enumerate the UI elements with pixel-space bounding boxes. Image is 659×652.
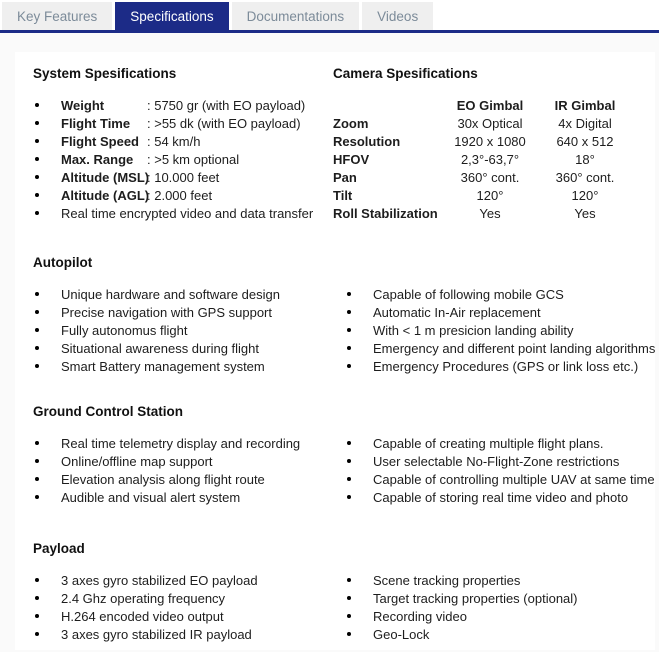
list-item-text: Emergency and different point landing algorithms — [373, 340, 656, 356]
bullet-icon — [347, 477, 351, 481]
payload-right-list — [333, 571, 645, 643]
list-item-text: Capable of following mobile GCS — [373, 286, 564, 302]
autopilot-section — [33, 255, 656, 375]
camera-specs-title: Camera Spesifications — [333, 66, 478, 81]
row-label: Roll Stabilization — [333, 205, 438, 221]
column-header-eo: EO Gimbal — [456, 97, 524, 113]
cell-value: 18° — [575, 151, 595, 167]
list-item — [33, 589, 333, 607]
bullet-icon — [35, 328, 39, 332]
payload-title: Payload — [33, 541, 85, 556]
bullet-icon — [35, 103, 39, 107]
list-item — [33, 452, 333, 470]
row-label: Pan — [333, 169, 357, 185]
bullet-icon — [35, 632, 39, 636]
list-item — [33, 285, 333, 303]
list-item-text: With < 1 m presicion landing ability — [373, 322, 574, 338]
tab-videos[interactable]: Videos — [362, 2, 433, 30]
gcs-lists — [33, 434, 655, 506]
system-specs-section — [33, 67, 333, 222]
bullet-icon — [347, 328, 351, 332]
list-item — [33, 204, 333, 222]
list-item-text: Capable of storing real time video and photo — [373, 489, 629, 505]
list-item — [33, 488, 333, 506]
cell-value: 640 x 512 — [556, 133, 614, 149]
camera-specs-section — [333, 67, 645, 222]
bullet-icon — [35, 614, 39, 618]
payload-left-list — [33, 571, 333, 643]
bullet-icon — [35, 364, 39, 368]
row-label: HFOV — [333, 151, 370, 167]
list-item — [33, 186, 333, 204]
cell-value: Yes — [479, 205, 501, 221]
spec-value: : 2.000 feet — [147, 187, 213, 203]
list-item — [333, 571, 645, 589]
cell-value: Yes — [574, 205, 596, 221]
bullet-icon — [35, 459, 39, 463]
list-item — [333, 488, 645, 506]
list-item-text: Smart Battery management system — [61, 358, 265, 374]
tab-specifications[interactable]: Specifications — [115, 2, 228, 30]
spec-value: : 54 km/h — [147, 133, 201, 149]
list-item — [333, 321, 645, 339]
list-item — [333, 452, 645, 470]
list-item-text: Audible and visual alert system — [61, 489, 241, 505]
list-item-text: 3 axes gyro stabilized IR payload — [61, 626, 252, 642]
row-label: Resolution — [333, 133, 401, 149]
list-item-text: Recording video — [373, 608, 467, 624]
list-item-text: Online/offline map support — [61, 453, 213, 469]
list-item — [333, 625, 645, 643]
tab-bar — [0, 0, 659, 33]
list-item — [333, 607, 645, 625]
bullet-icon — [347, 578, 351, 582]
list-item — [33, 168, 333, 186]
bullet-icon — [347, 292, 351, 296]
bullet-icon — [347, 495, 351, 499]
list-item — [33, 150, 333, 168]
cell-value: 360° cont. — [555, 169, 615, 185]
gcs-left-list — [33, 434, 333, 506]
list-item — [333, 434, 645, 452]
spec-label: Flight Speed — [61, 133, 139, 149]
list-item-text: Capable of creating multiple flight plans. — [373, 435, 604, 451]
list-item — [33, 321, 333, 339]
list-item — [33, 625, 333, 643]
autopilot-right-list — [333, 285, 656, 375]
spec-label: Max. Range — [61, 151, 134, 167]
list-item-text: User selectable No-Flight-Zone restrictions — [373, 453, 620, 469]
spec-label: Altitude (MSL) — [61, 169, 150, 185]
bullet-icon — [347, 364, 351, 368]
bullet-icon — [347, 632, 351, 636]
autopilot-lists — [33, 285, 656, 375]
spec-label: Altitude (AGL) — [61, 187, 150, 203]
list-item-text: H.264 encoded video output — [61, 608, 224, 624]
list-item-text: Scene tracking properties — [373, 572, 521, 588]
list-item — [33, 571, 333, 589]
list-item-text: Emergency Procedures (GPS or link loss etc.) — [373, 358, 639, 374]
tab-documentations[interactable]: Documentations — [232, 2, 360, 30]
bullet-icon — [35, 292, 39, 296]
bullet-icon — [35, 477, 39, 481]
row-label: Zoom — [333, 115, 369, 131]
list-item — [33, 607, 333, 625]
list-item-text: Fully autonomus flight — [61, 322, 188, 338]
bullet-icon — [35, 495, 39, 499]
spec-value: : >5 km optional — [147, 151, 240, 167]
autopilot-title: Autopilot — [33, 255, 93, 270]
top-spec-row — [33, 67, 645, 222]
spec-label: Weight — [61, 97, 105, 113]
bullet-icon — [35, 578, 39, 582]
bullet-icon — [347, 614, 351, 618]
cell-value: 360° cont. — [460, 169, 520, 185]
list-item — [333, 303, 645, 321]
tab-key-features[interactable]: Key Features — [2, 2, 112, 30]
list-item — [33, 470, 333, 488]
list-item — [33, 339, 333, 357]
list-item-text: Elevation analysis along flight route — [61, 471, 265, 487]
gcs-title: Ground Control Station — [33, 404, 183, 419]
system-specs-list — [33, 96, 333, 222]
list-item-text: 2.4 Ghz operating frequency — [61, 590, 226, 606]
autopilot-left-list — [33, 285, 333, 375]
cell-value: 120° — [571, 187, 599, 203]
row-label: Tilt — [333, 187, 353, 203]
cell-value: 120° — [476, 187, 504, 203]
spec-value: : >55 dk (with EO payload) — [147, 115, 301, 131]
list-item — [33, 132, 333, 150]
list-item-text: Situational awareness during flight — [61, 340, 260, 356]
specifications-panel — [15, 52, 655, 650]
spec-label: Flight Time — [61, 115, 131, 131]
table-corner-cell — [333, 96, 445, 114]
list-item-text: Precise navigation with GPS support — [61, 304, 272, 320]
gcs-right-list — [333, 434, 655, 506]
spec-value: : 5750 gr (with EO payload) — [147, 97, 306, 113]
column-header-ir: IR Gimbal — [554, 97, 616, 113]
list-item-text: Geo-Lock — [373, 626, 430, 642]
bullet-icon — [35, 346, 39, 350]
bullet-icon — [347, 459, 351, 463]
bullet-icon — [347, 310, 351, 314]
list-item — [333, 470, 655, 488]
cell-value: 1920 x 1080 — [454, 133, 526, 149]
bullet-icon — [35, 310, 39, 314]
list-item — [33, 357, 333, 375]
bullet-icon — [35, 441, 39, 445]
cell-value: 30x Optical — [457, 115, 523, 131]
bullet-icon — [35, 175, 39, 179]
gcs-section — [33, 404, 655, 506]
bullet-icon — [35, 157, 39, 161]
list-item — [33, 96, 333, 114]
list-item — [33, 303, 333, 321]
list-item-text: Target tracking properties (optional) — [373, 590, 578, 606]
payload-section — [33, 542, 645, 643]
list-item-text: Automatic In-Air replacement — [373, 304, 541, 320]
list-item — [333, 589, 645, 607]
bullet-icon — [35, 193, 39, 197]
list-item — [33, 434, 333, 452]
list-item — [33, 114, 333, 132]
spec-value: : 10.000 feet — [147, 169, 220, 185]
bullet-icon — [347, 441, 351, 445]
cell-value: 4x Digital — [558, 115, 612, 131]
payload-lists — [33, 571, 645, 643]
bullet-icon — [347, 346, 351, 350]
bullet-icon — [35, 139, 39, 143]
bullet-icon — [35, 596, 39, 600]
camera-specs-table — [333, 96, 645, 222]
list-item — [333, 285, 645, 303]
cell-value: 2,3°-63,7° — [460, 151, 520, 167]
list-item-text: Real time telemetry display and recording — [61, 435, 301, 451]
spec-text: Real time encrypted video and data transfer — [61, 205, 314, 221]
bullet-icon — [35, 121, 39, 125]
list-item-text: 3 axes gyro stabilized EO payload — [61, 572, 258, 588]
bullet-icon — [347, 596, 351, 600]
list-item-text: Unique hardware and software design — [61, 286, 280, 302]
list-item — [333, 339, 656, 357]
bullet-icon — [35, 211, 39, 215]
list-item-text: Capable of controlling multiple UAV at same time — [373, 471, 655, 487]
system-specs-title: System Spesifications — [33, 66, 177, 81]
list-item — [333, 357, 645, 375]
